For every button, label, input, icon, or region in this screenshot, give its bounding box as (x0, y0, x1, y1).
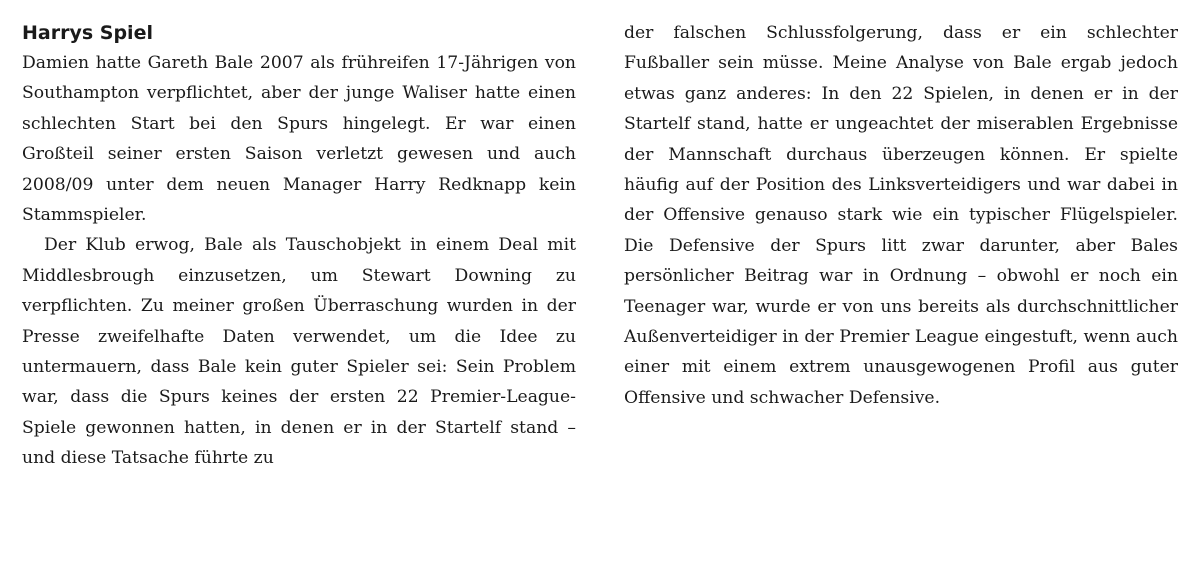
right-column (624, 18, 1178, 474)
section-heading: Harrys Spiel (22, 22, 153, 44)
paragraph: Damien hatte Gareth Bale 2007 als frühreifen 17-Jährigen von Southampton verpflichtet, aber der junge Waliser hatte einen schlechten Start bei den Spurs hingelegt. Er war einen Großteil seiner ersten Saison verletzt gewesen und auch 2008/09 unter dem neuen Manager Harry Redknapp kein Stammspieler. (22, 53, 576, 226)
book-page (22, 18, 1178, 474)
left-column (22, 18, 576, 474)
paragraph: Der Klub erwog, Bale als Tauschobjekt in einem Deal mit Middlesbrough einzusetzen, um Stewart Downing zu verpflichten. Zu meiner großen Überraschung wurden in der Presse zweifelhafte Daten verwendet, um die Idee zu untermauern, dass Bale kein guter Spieler sei: Sein Problem war, dass die Spurs keines der ersten 22 Premier-League-Spiele gewonnen hatten, in denen er in der Startelf stand – und diese Tatsache führte zu (22, 235, 576, 469)
paragraph-continued: der falschen Schlussfolgerung, dass er ein schlechter Fußballer sein müsse. Meine Analyse von Bale ergab jedoch etwas ganz anderes: In den 22 Spielen, in denen er in der Startelf stand, hatte er ungeachtet der miserablen Ergebnisse der Mannschaft durchaus überzeugen können. Er spielte häufig auf der Position des Linksverteidigers und war dabei in der Offensive genauso stark wie ein typischer Flügelspieler. Die Defensive der Spurs litt zwar darunter, aber Bales persönlicher Beitrag war in Ordnung – obwohl er noch ein Teenager war, wurde er von uns bereits als durchschnittlicher Außenverteidiger in der Premier League eingestuft, wenn auch einer mit einem extrem unausgewogenen Profil aus guter Offensive und schwacher Defensive. (624, 23, 1178, 408)
